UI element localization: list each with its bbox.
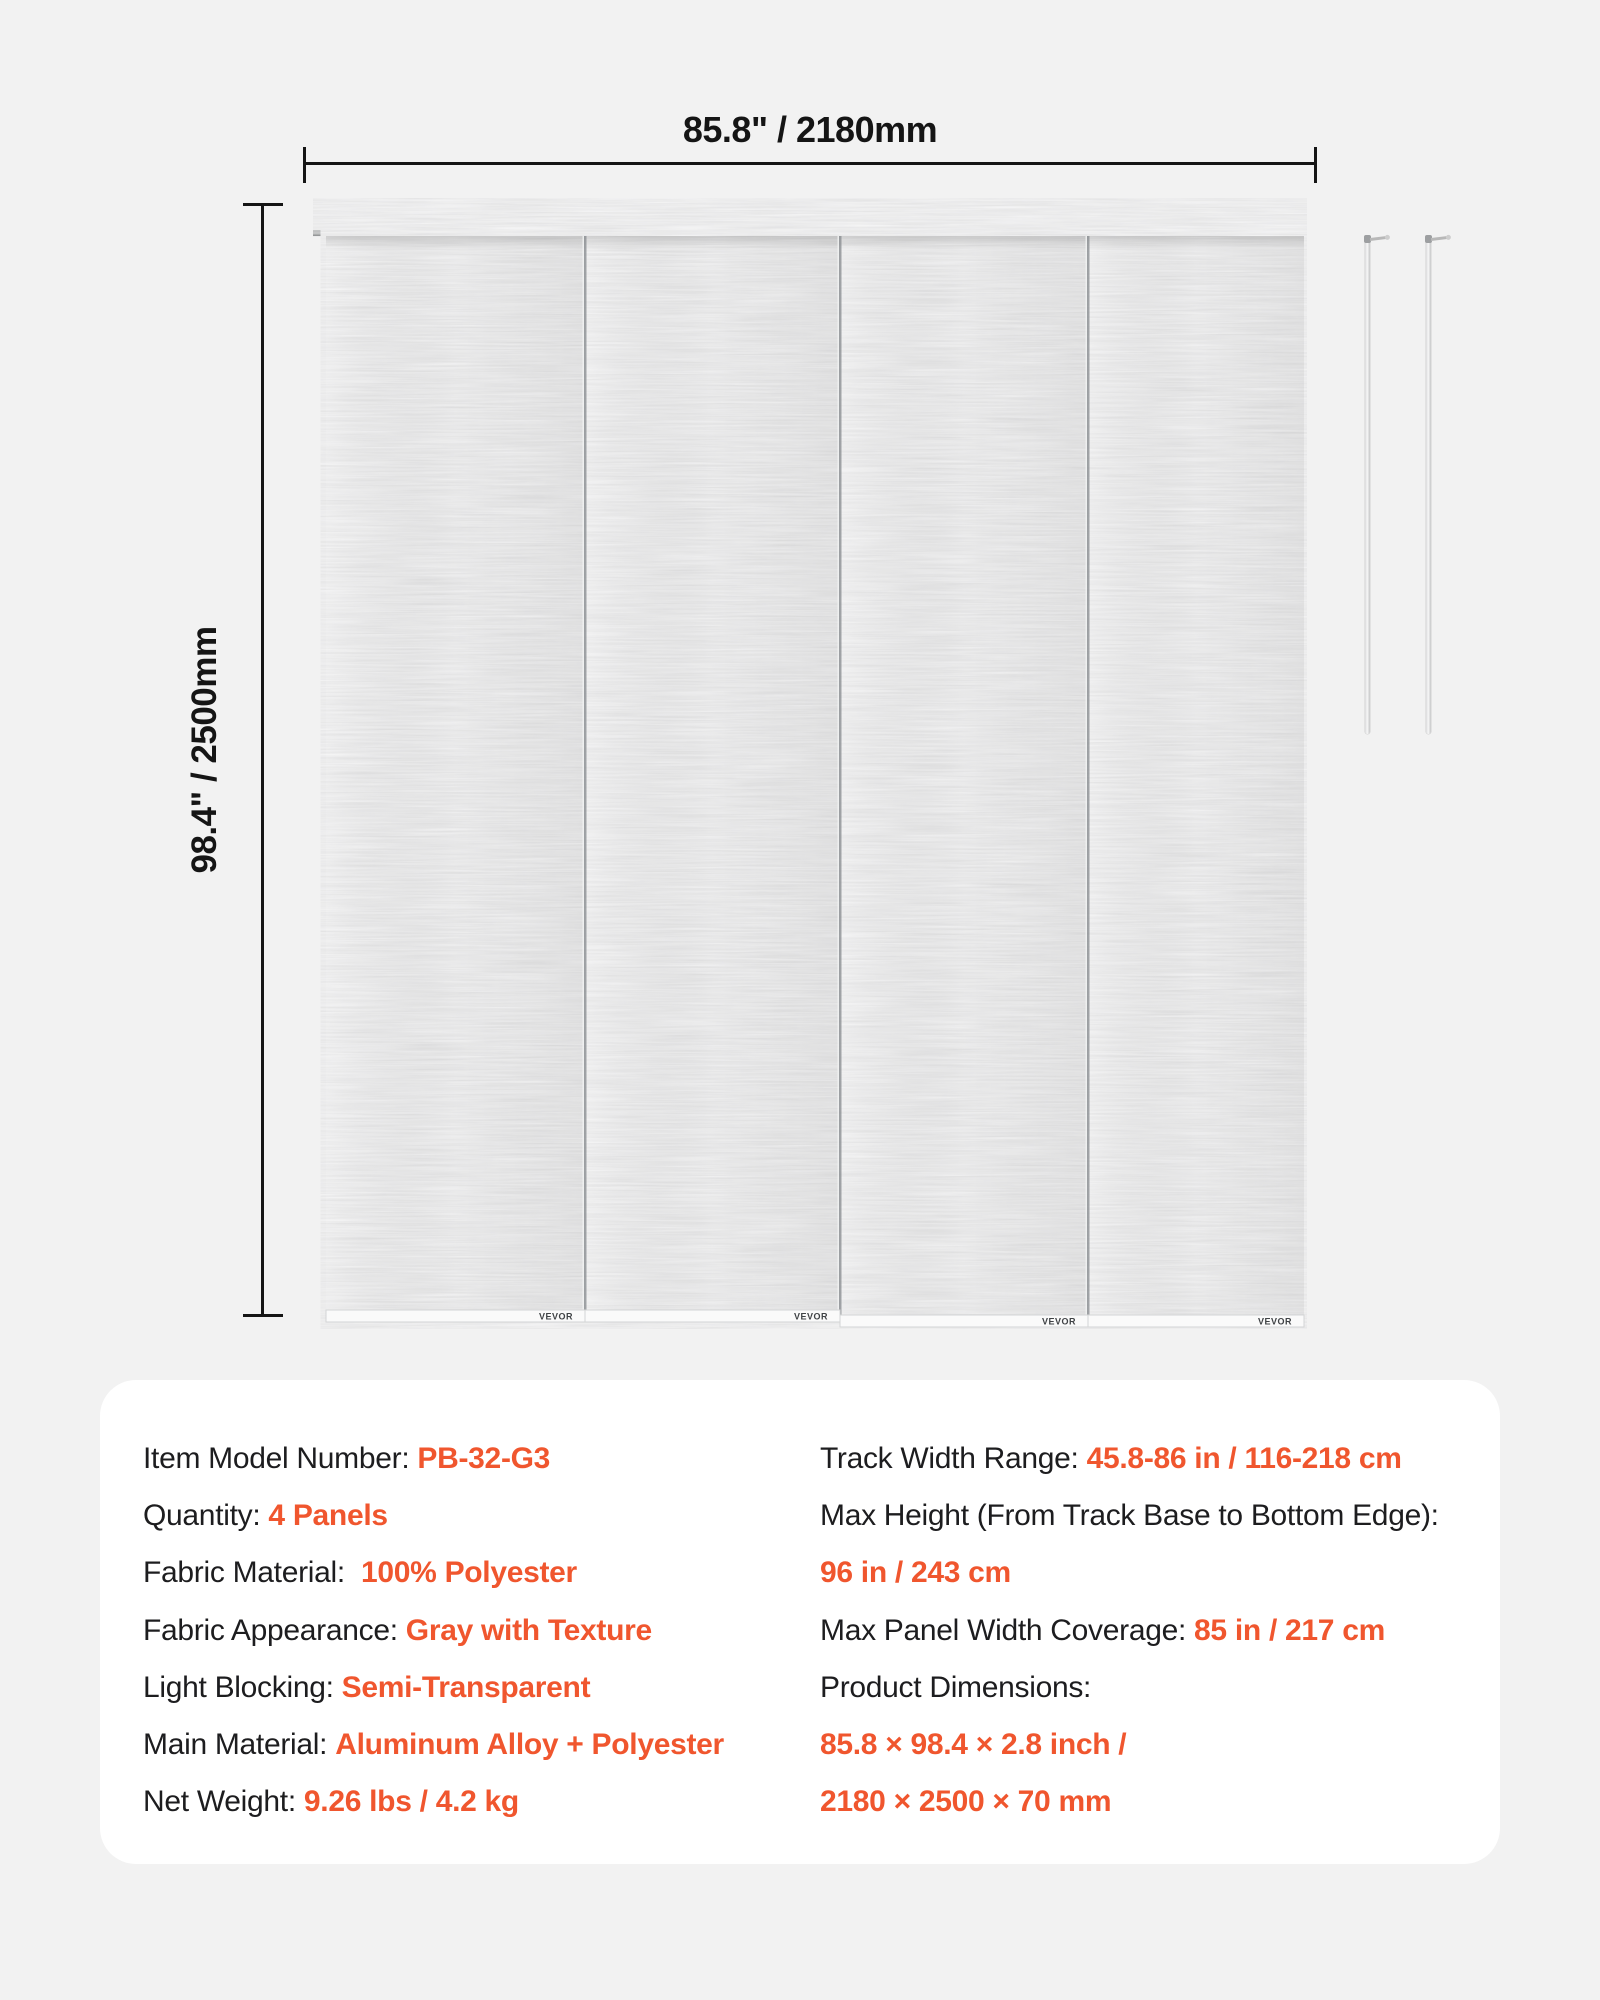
height-dimension-label: 98.4" / 2500mm bbox=[185, 626, 224, 874]
spec-value: PB-32-G3 bbox=[417, 1441, 551, 1475]
spec-label: Main Material: bbox=[143, 1728, 336, 1762]
spec-value: Semi-Transparent bbox=[341, 1670, 591, 1704]
spec-value: Gray with Texture bbox=[405, 1613, 652, 1647]
spec-label: Light Blocking: bbox=[143, 1670, 342, 1704]
spec-value: 85 in / 217 cm bbox=[1194, 1613, 1385, 1647]
control-wand-2 bbox=[1426, 237, 1431, 734]
spec-row bbox=[820, 1430, 1500, 1487]
spec-row bbox=[143, 1602, 820, 1659]
spec-label: Fabric Material: bbox=[143, 1556, 361, 1590]
panel-divider bbox=[838, 236, 840, 1322]
spec-value: 9.26 lbs / 4.2 kg bbox=[303, 1785, 519, 1819]
spec-column-left bbox=[143, 1430, 820, 1864]
width-dimension-line bbox=[303, 147, 1317, 183]
spec-label: Product Dimensions: bbox=[820, 1670, 1092, 1704]
spec-row bbox=[820, 1716, 1500, 1773]
spec-value: 100% Polyester bbox=[361, 1556, 577, 1590]
wand-hook-icon bbox=[1431, 236, 1448, 241]
spec-row bbox=[143, 1545, 820, 1602]
panel-divider bbox=[583, 236, 585, 1322]
spec-value: 2180 × 2500 × 70 mm bbox=[820, 1785, 1112, 1819]
spec-label: Track Width Range: bbox=[820, 1441, 1087, 1475]
spec-row bbox=[143, 1774, 820, 1831]
spec-row bbox=[820, 1487, 1500, 1544]
spec-row bbox=[820, 1659, 1500, 1716]
spec-value: 45.8-86 in / 116-218 cm bbox=[1086, 1441, 1402, 1475]
panel-divider bbox=[1086, 236, 1088, 1327]
spec-row bbox=[820, 1774, 1500, 1831]
spec-row bbox=[820, 1602, 1500, 1659]
spec-column-right bbox=[820, 1430, 1500, 1864]
panel-track-blind-image bbox=[313, 198, 1307, 1329]
control-wand-1 bbox=[1365, 237, 1370, 734]
spec-value: 85.8 × 98.4 × 2.8 inch / bbox=[820, 1728, 1127, 1762]
spec-label: Net Weight: bbox=[143, 1785, 304, 1819]
spec-row bbox=[143, 1487, 820, 1544]
vevor-logo-text: VEVOR bbox=[793, 1311, 828, 1322]
width-dimension-label: 85.8" / 2180mm bbox=[682, 109, 938, 150]
spec-label: Quantity: bbox=[143, 1498, 269, 1532]
spec-label: Max Panel Width Coverage: bbox=[820, 1613, 1195, 1647]
vevor-logo-text: VEVOR bbox=[538, 1311, 573, 1322]
spec-row bbox=[820, 1545, 1500, 1602]
spec-label: Item Model Number: bbox=[143, 1441, 418, 1475]
panel-divider bbox=[1087, 236, 1090, 1327]
spec-card bbox=[100, 1380, 1500, 1864]
height-dimension-line bbox=[243, 203, 283, 1317]
spec-row bbox=[143, 1716, 820, 1773]
panel-divider bbox=[584, 236, 587, 1322]
spec-value: 4 Panels bbox=[268, 1498, 388, 1532]
vevor-logo-text: VEVOR bbox=[1041, 1316, 1076, 1327]
spec-label: Max Height (From Track Base to Bottom Edge): bbox=[820, 1498, 1439, 1532]
spec-label: Fabric Appearance: bbox=[143, 1613, 406, 1647]
panel-divider bbox=[839, 236, 842, 1322]
spec-value: Aluminum Alloy + Polyester bbox=[335, 1728, 724, 1762]
spec-value: 96 in / 243 cm bbox=[820, 1556, 1011, 1590]
spec-row bbox=[143, 1659, 820, 1716]
vevor-logo-text: VEVOR bbox=[1257, 1316, 1292, 1327]
wand-hook-icon bbox=[1370, 236, 1387, 241]
spec-row bbox=[143, 1430, 820, 1487]
